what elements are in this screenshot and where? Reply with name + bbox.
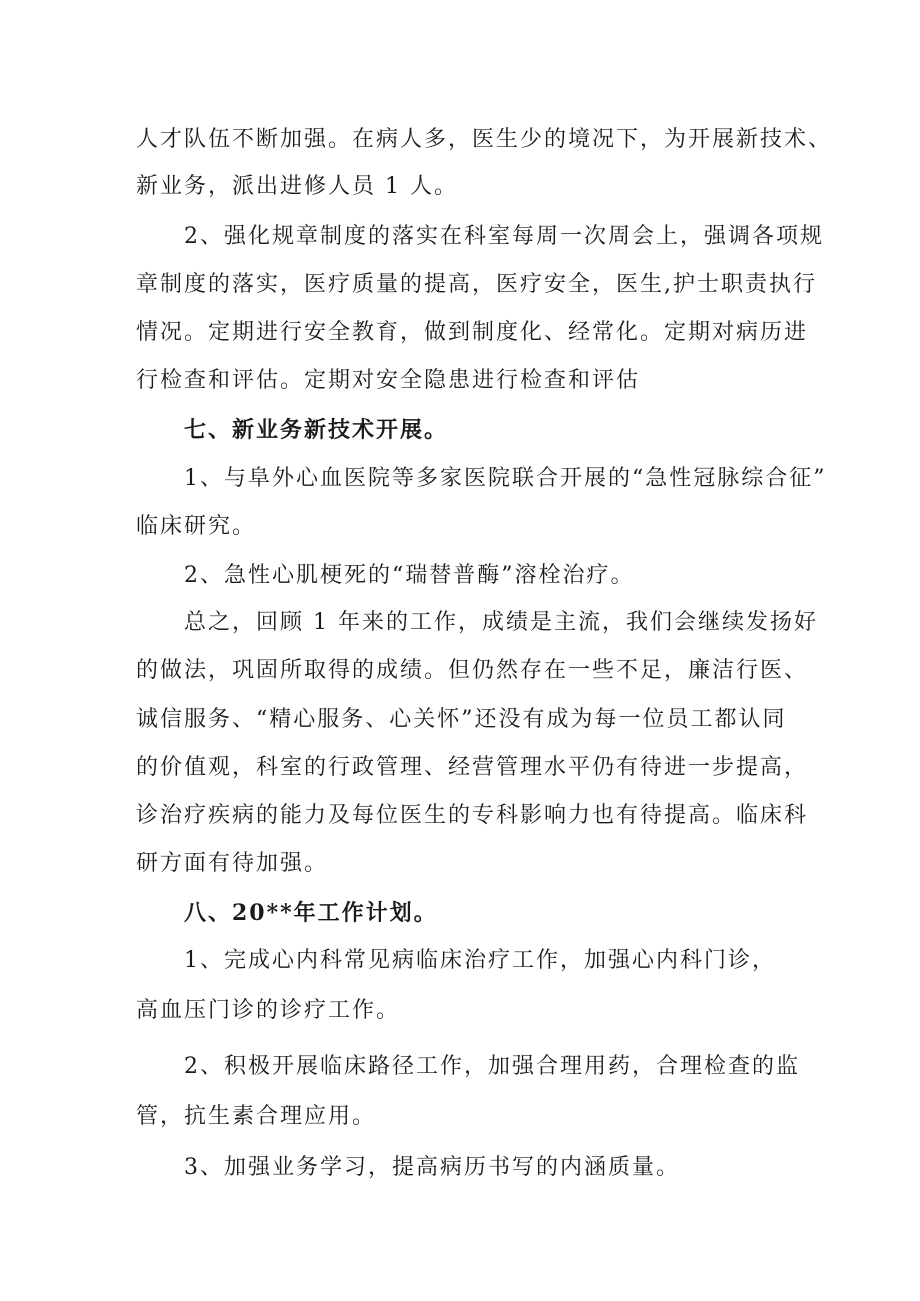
text-line: 2、积极开展临床路径工作，加强合理用药，合理检查的监 [184, 1054, 800, 1079]
section-heading: 七、新业务新技术开展。 [184, 417, 449, 443]
text-line: 诚信服务、“精心服务、心关怀”还没有成为每一位员工都认同 [136, 707, 787, 732]
text-line: 人才队伍不断加强。在病人多，医生少的境况下，为开展新技术、 [136, 127, 833, 152]
text-line: 2、急性心肌梗死的“瑞替普酶”溶栓治疗。 [184, 563, 635, 588]
text-line: 情况。定期进行安全教育，做到制度化、经常化。定期对病历进 [136, 320, 809, 345]
text-line: 总之，回顾 1 年来的工作，成绩是主流，我们会继续发扬好 [184, 610, 818, 635]
text-line: 高血压门诊的诊疗工作。 [136, 998, 401, 1023]
text-line: 新业务，派出进修人员 1 人。 [136, 174, 458, 199]
text-line: 诊治疗疾病的能力及每位医生的专科影响力也有待提高。临床科 [136, 803, 809, 828]
text-line: 1、与阜外心血医院等多家医院联合开展的“急性冠脉综合征” [184, 466, 827, 491]
text-line: 的做法，巩固所取得的成绩。但仍然存在一些不足，廉洁行医、 [136, 658, 809, 683]
text-line: 章制度的落实，医疗质量的提高，医疗安全，医生,护士职责执行 [136, 272, 817, 297]
text-line: 行检查和评估。定期对安全隐患进行检查和评估 [136, 368, 641, 393]
text-line: 的价值观，科室的行政管理、经营管理水平仍有待进一步提高， [136, 755, 809, 780]
text-line: 2、强化规章制度的落实在科室每周一次周会上，强调各项规 [184, 224, 824, 249]
text-line: 1、完成心内科常见病临床治疗工作，加强心内科门诊， [184, 948, 776, 973]
text-line: 管，抗生素合理应用。 [136, 1104, 377, 1129]
text-line: 临床研究。 [136, 514, 257, 539]
section-heading: 八、20**年工作计划。 [184, 900, 438, 926]
text-line: 3、加强业务学习，提高病历书写的内涵质量。 [184, 1155, 680, 1180]
text-line: 研方面有待加强。 [136, 851, 329, 876]
